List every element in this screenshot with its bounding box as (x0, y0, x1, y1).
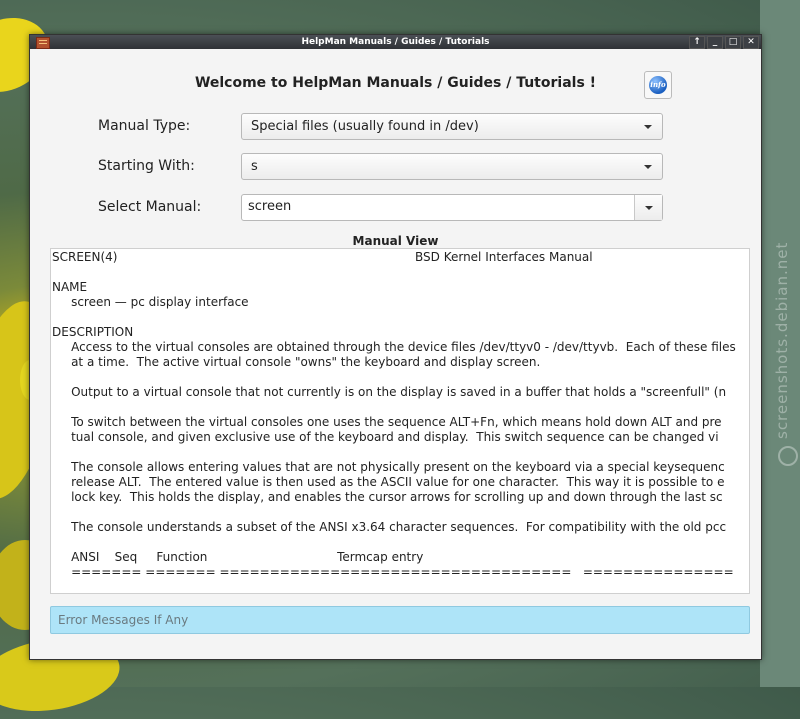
info-icon: info (649, 76, 667, 94)
starting-with-label: Starting With: (98, 158, 195, 174)
manual-view-title: Manual View (352, 234, 439, 248)
chevron-down-icon (644, 165, 652, 169)
manual-type-dropdown[interactable] (241, 113, 663, 140)
starting-with-value: s (251, 159, 258, 174)
main-window (29, 34, 762, 660)
window-title: HelpMan Manuals / Guides / Tutorials (301, 37, 490, 47)
select-manual-input[interactable] (242, 195, 636, 218)
select-manual-dropdown-button[interactable] (634, 195, 662, 220)
manual-type-value: Special files (usually found in /dev) (251, 119, 479, 134)
close-button[interactable]: ✕ (743, 36, 759, 49)
page-title: Welcome to HelpMan Manuals / Guides / Tutorials ! (194, 75, 597, 91)
select-manual-label: Select Manual: (98, 199, 202, 215)
chevron-down-icon (644, 125, 652, 129)
info-button[interactable] (644, 71, 672, 99)
starting-with-dropdown[interactable] (241, 153, 663, 180)
select-manual-combo (241, 194, 663, 221)
maximize-button[interactable]: □ (725, 36, 741, 49)
minimize-button[interactable]: _ (707, 36, 723, 49)
manual-view-text[interactable] (50, 248, 750, 594)
error-message-field[interactable] (51, 607, 749, 633)
manual-content: SCREEN(4) BSD Kernel Interfaces Manual NAME screen — pc display interface DESCRIPTION Access to the virtual consoles are obtained through the device files /dev/ttyv0 - /dev/ttyvb. Each of these files at a time. The active virtual console "owns" the keyboard and display screen. Output to a virtual console that not currently is on the display is saved in a buffer that holds a "screenfull" (n To switch between the virtual consoles one uses the sequence ALT+Fn, which means hold down ALT and pre tual console, and given exclusive use of the keyboard and display. This switch sequence can be changed vi The console allows entering values that are not physically present on the keyboard via a special keysequenc release ALT. The entered value is then used as the ASCII value for one character. This way it is possible to e lock key. This holds the display, and enables the cursor arrows for scrolling up and down through the last sc The console understands a subset of the ANSI x3.64 character sequences. For compatibility with the old pcc ANSI Seq Function Termcap entry ======= ======= =================================== =============== (52, 250, 736, 579)
manual-type-label: Manual Type: (98, 118, 191, 134)
watermark: screenshots.debian.net (773, 241, 791, 439)
shade-button[interactable]: ↑ (689, 36, 705, 49)
window-controls (689, 36, 759, 49)
watermark-logo-icon (778, 446, 798, 466)
chevron-down-icon (645, 206, 653, 210)
title-bar[interactable] (30, 35, 761, 49)
error-message-bar (50, 606, 750, 634)
